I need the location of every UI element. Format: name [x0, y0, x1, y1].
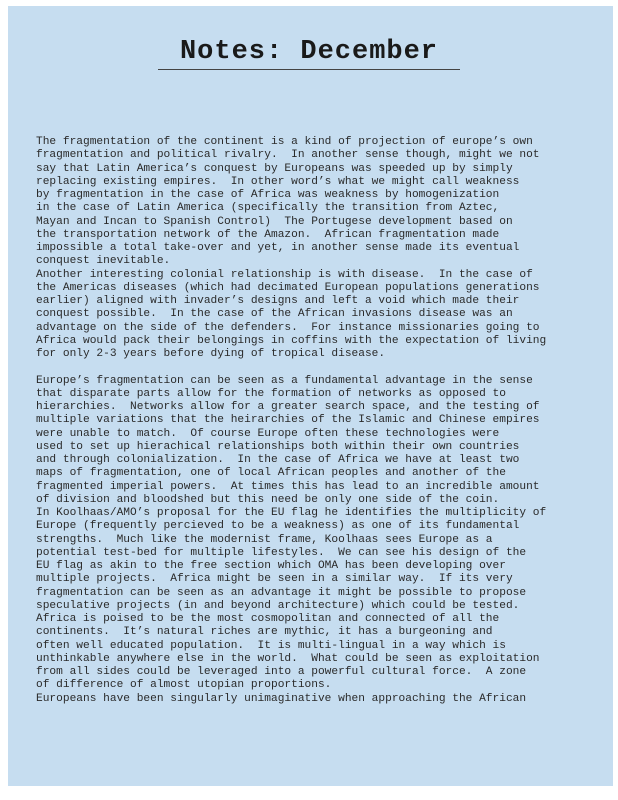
note-page	[8, 6, 613, 786]
text-line: from all sides could be leveraged into a powerful cultural force. A zone	[36, 666, 527, 678]
text-line: Africa would pack their belongings in coffins with the expectation of living	[36, 334, 547, 347]
text-line: and through colonialization. In the case of Africa we have at least two	[36, 454, 520, 466]
text-line: Another interesting colonial relationship is with disease. In the case of	[36, 268, 533, 281]
text-line: impossible a total take-over and yet, in another sense made its eventual	[36, 242, 520, 254]
text-line: in the case of Latin America (specifically the transition from Aztec,	[36, 202, 500, 215]
text-line: Africa is poised to be the most cosmopolitan and connected of all the	[36, 613, 500, 625]
paragraph	[36, 375, 611, 706]
text-line: often well educated population. It is multi-lingual in a way which is	[36, 639, 506, 652]
text-line: multiple projects. Africa might be seen in a similar way. If its very	[36, 573, 513, 586]
text-line: fragmentation and political rivalry. In another sense though, might we not	[36, 149, 540, 162]
text-line: continents. It’s natural riches are mythic, it has a burgeoning and	[36, 626, 493, 639]
text-line: maps of fragmentation, one of local African peoples and another of the	[36, 467, 506, 480]
text-line: Europe (frequently percieved to be a weakness) as one of its fundamental	[36, 520, 520, 533]
text-line: multiple variations that the heirarchies of the Islamic and Chinese empires	[36, 414, 540, 427]
text-line: of difference of almost utopian proportions.	[36, 679, 332, 692]
paragraph-gap	[36, 361, 611, 374]
text-line: for only 2-3 years before dying of tropical disease.	[36, 348, 386, 360]
text-line: say that Latin America’s conquest by Europeans was speeded up by simply	[36, 162, 513, 175]
note-body[interactable]	[36, 136, 611, 706]
text-line: The fragmentation of the continent is a kind of projection of europe’s own	[36, 136, 533, 148]
text-line: conquest possible. In the case of the African invasions disease was an	[36, 308, 513, 321]
text-line: potential test-bed for multiple lifestyles. We can see his design of the	[36, 546, 527, 559]
title-underline	[158, 69, 460, 70]
page-title: Notes: December	[179, 37, 439, 67]
text-line: strengths. Much like the modernist frame, Koolhaas sees Europe as a	[36, 533, 493, 546]
page-header	[158, 36, 460, 70]
text-line: fragmentation can be seen as an advantage it might be possible to propose	[36, 586, 527, 599]
text-line: speculative projects (in and beyond architecture) which could be tested.	[36, 599, 520, 612]
text-line: by fragmentation in the case of Africa was weakness by homogenization	[36, 189, 500, 201]
text-line: hierarchies. Networks allow for a greater search space, and the testing of	[36, 401, 540, 413]
text-line: of division and bloodshed but this need be only one side of the coin.	[36, 493, 500, 506]
text-line: In Koolhaas/AMO’s proposal for the EU flag he identifies the multiplicity of	[36, 507, 547, 519]
text-line: conquest inevitable.	[36, 255, 171, 268]
text-line: used to set up hierachical relationships both within their own countries	[36, 440, 520, 453]
text-line: Mayan and Incan to Spanish Control) The Portugese development based on	[36, 215, 513, 228]
text-line: Europe’s fragmentation can be seen as a fundamental advantage in the sense	[36, 374, 533, 387]
text-line: advantage on the side of the defenders. For instance missionaries going to	[36, 321, 540, 334]
text-line: that disparate parts allow for the formation of networks as opposed to	[36, 387, 506, 400]
text-line: unthinkable anywhere else in the world. What could be seen as exploitation	[36, 652, 540, 665]
text-line: were unable to match. Of course Europe often these technologies were	[36, 427, 500, 440]
text-line: Europeans have been singularly unimaginative when approaching the African	[36, 692, 527, 705]
text-line: the Americas diseases (which had decimated European populations generations	[36, 281, 540, 294]
text-line: earlier) aligned with invader’s designs and left a void which made their	[36, 295, 520, 307]
paragraph	[36, 136, 611, 361]
text-line: replacing existing empires. In other word’s what we might call weakness	[36, 175, 520, 188]
text-line: the transportation network of the Amazon. African fragmentation made	[36, 228, 500, 241]
text-line: EU flag as akin to the free section which OMA has been developing over	[36, 560, 506, 572]
text-line: fragmented imperial powers. At times this has lead to an incredible amount	[36, 480, 540, 493]
